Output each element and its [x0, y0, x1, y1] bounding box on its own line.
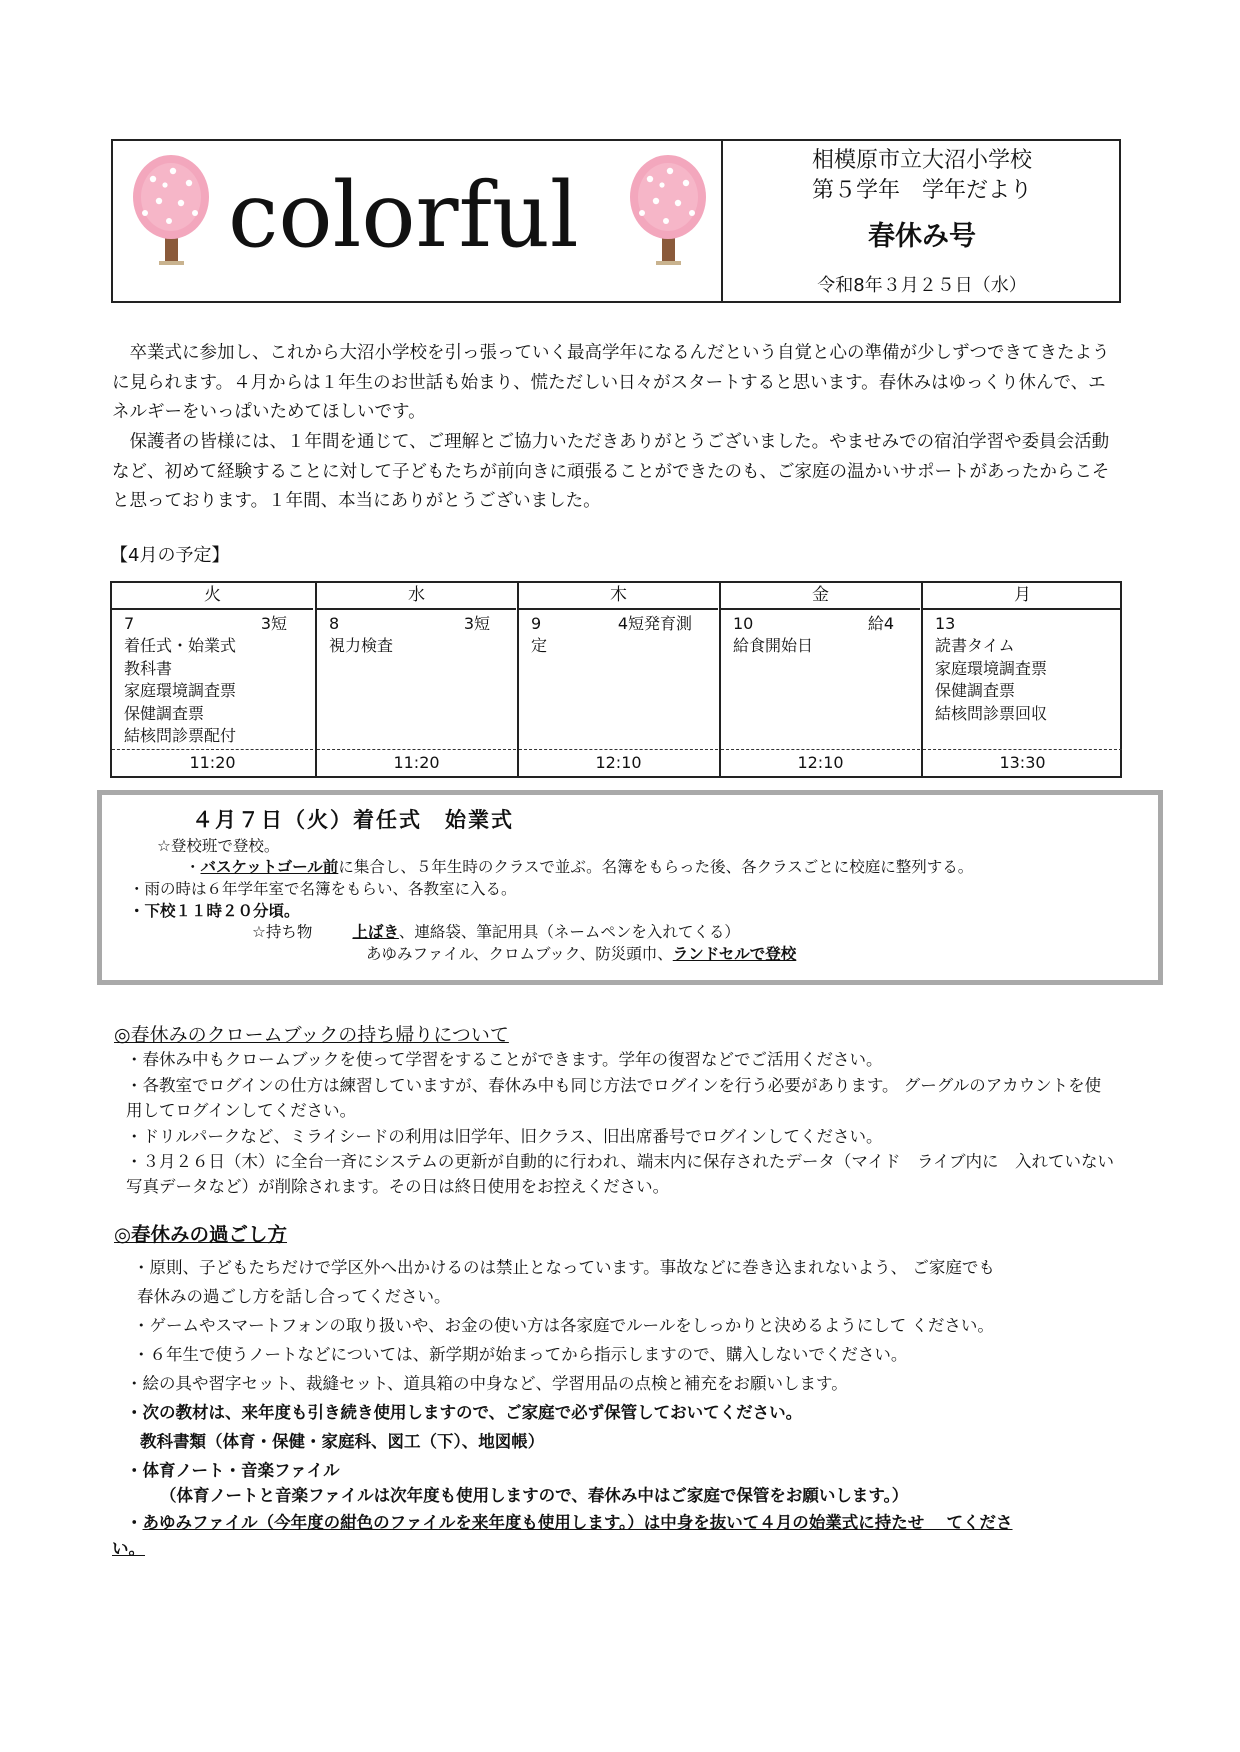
issue-date: 令和8年３月２５日（水）	[817, 275, 1027, 296]
cherry-tree-icon	[626, 153, 710, 271]
intro-paragraph-1: 卒業式に参加し、これから大沼小学校を引っ張っていく最高学年になるんだという自覚と心の準備が少しずつできてきたように見られます。４月からは１年生のお世話も始まり、慌ただしい日々がスタートすると思います。春休みはゆっくり休んで、エネルギーをいっぱいためてほしいです。	[112, 343, 1110, 422]
ceremony-line-commute: ☆登校班で登校。	[157, 837, 280, 855]
schedule-item: 家庭環境調査票	[124, 681, 237, 700]
belongings-list-2: あゆみファイル、クロムブック、防災頭巾、	[366, 945, 673, 963]
spring-item: ・体育ノート・音楽ファイル	[126, 1461, 340, 1480]
weekday-header: 水	[317, 583, 516, 610]
schedule-item: 保健調査票	[124, 703, 205, 723]
ceremony-notice-box	[97, 790, 1163, 985]
spring-item: ・原則、子どもたちだけで学区外へ出かけるのは禁止となっています。事故などに巻き込まれないよう、 ご家庭でも	[133, 1258, 995, 1277]
schedule-item: 着任式・始業式	[124, 636, 237, 655]
schedule-items	[721, 635, 920, 658]
spring-item-sub: （体育ノートと音楽ファイルは次年度も使用しますので、春休み中はご家庭で保管をお願いします。）	[160, 1486, 909, 1505]
schedule-item: 定	[531, 636, 548, 655]
spring-item: ・次の教材は、来年度も引き続き使用しますので、ご家庭で必ず保管しておいてください。	[126, 1403, 803, 1422]
date-number: 9	[531, 614, 542, 633]
randoseru-note: ランドセルで登校	[672, 945, 797, 963]
grade-newsletter-label: 第５学年 学年だより	[811, 178, 1032, 203]
chromebook-item: ・ドリルパークなど、ミライシードの利用は旧学年、旧クラス、旧出席番号でログインしてください。	[126, 1127, 883, 1146]
spring-item: ・絵の具や習字セット、裁縫セット、道具箱の中身など、学習用品の点検と補充をお願いします。	[126, 1374, 848, 1393]
indoor-shoes: 上ばき	[352, 923, 399, 941]
bullet: ・	[126, 1513, 143, 1532]
date-row	[923, 610, 1122, 635]
schedule-item: 結核問診票回収	[935, 703, 1048, 723]
spring-item: ・６年生で使うノートなどについては、新学期が始まってから指示しますので、購入しないでください。	[133, 1345, 908, 1364]
dismissal-time: 12:10	[721, 749, 920, 776]
schedule-column	[921, 583, 1122, 776]
weekday-header: 火	[112, 583, 313, 610]
chromebook-item: ・３月２６日（木）に全台一斉にシステムの更新が自動的に行われ、端末内に保存されたデータ（マイド ライブ内に 入れていない写真データなど）が削除されます。その日は終日使用をお控えください。	[126, 1152, 1115, 1196]
ceremony-line-belongings	[252, 922, 740, 943]
schedule-item: 家庭環境調査票	[935, 658, 1048, 678]
date-number: 7	[124, 614, 135, 633]
bullet: ・	[185, 858, 201, 876]
chromebook-item: ・各教室でログインの仕方は練習していますが、春休み中も同じ方法でログインを行う必要があります。 グーグルのアカウントを使用してログインしてください。	[126, 1076, 1102, 1120]
chromebook-heading: ◎春休みのクロームブックの持ち帰りについて	[114, 1024, 509, 1046]
spring-item	[126, 1508, 1013, 1537]
ayumi-file-note: あゆみファイル（今年度の紺色のファイルを来年度も使用します。）は中身を抜いて４月の始業式に持たせ てくださ	[142, 1513, 1013, 1532]
spring-break-heading: ◎春休みの過ごし方	[114, 1223, 288, 1246]
spring-item-cont: い。	[112, 1539, 145, 1558]
assembly-place: バスケットゴール前	[200, 858, 339, 876]
weekday-header: 金	[721, 583, 920, 610]
schedule-column	[719, 583, 920, 776]
assembly-detail: に集合し、５年生時のクラスで並ぶ。名簿をもらった後、各クラスごとに校庭に整列する。	[338, 858, 974, 876]
date-number: 8	[329, 614, 340, 633]
schedule-item: 給食開始日	[733, 636, 814, 655]
date-row	[721, 610, 920, 635]
weekday-header: 月	[923, 583, 1122, 610]
date-number: 13	[935, 614, 956, 633]
schedule-note: 4短発育測	[617, 614, 692, 633]
schedule-column	[315, 583, 516, 776]
newsletter-title: colorful	[228, 163, 579, 268]
issue-title: 春休み号	[868, 221, 976, 252]
ceremony-line-dismissal: ・下校１１時２０分頃。	[129, 902, 300, 920]
schedule-items	[317, 635, 516, 658]
date-row	[317, 610, 516, 635]
schedule-column	[517, 583, 718, 776]
schedule-note: 3短	[260, 614, 287, 633]
schedule-item: 保健調査票	[935, 681, 1016, 700]
ceremony-line-belongings-2	[366, 944, 796, 965]
schedule-note: 3短	[463, 614, 490, 633]
schedule-items	[112, 635, 313, 748]
ceremony-line-assembly	[185, 857, 973, 878]
april-schedule-table	[110, 581, 1122, 778]
date-number: 10	[733, 614, 754, 633]
schedule-note: 給4	[867, 614, 894, 633]
schedule-items	[519, 635, 718, 658]
schedule-item: 教科書	[124, 658, 173, 678]
schedule-item: 読書タイム	[935, 636, 1015, 655]
spring-item-cont: 春休みの過ごし方を話し合ってください。	[137, 1287, 451, 1306]
school-name: 相模原市立大沼小学校	[811, 148, 1032, 173]
schedule-items	[923, 635, 1122, 725]
ceremony-line-rain: ・雨の時は６年学年室で名簿をもらい、各教室に入る。	[129, 880, 517, 898]
newsletter-header	[111, 139, 1121, 303]
schedule-item: 視力検査	[329, 636, 394, 655]
spring-item-sub: 教科書類（体育・保健・家庭科、図工（下）、地図帳）	[140, 1432, 545, 1451]
weekday-header: 木	[519, 583, 718, 610]
belongings-list: 、連絡袋、筆記用具（ネームペンを入れてくる）	[398, 923, 740, 941]
dismissal-time: 11:20	[317, 749, 516, 776]
schedule-heading: 【4月の予定】	[110, 545, 230, 566]
belongings-label: ☆持ち物	[252, 923, 313, 941]
dismissal-time: 11:20	[112, 749, 313, 776]
dismissal-time: 12:10	[519, 749, 718, 776]
ceremony-title: ４月７日（火）着任式 始業式	[192, 808, 514, 832]
schedule-item: 結核問診票配付	[124, 726, 237, 745]
schedule-column	[112, 583, 313, 776]
chromebook-item: ・春休み中もクロームブックを使って学習をすることができます。学年の復習などでご活用ください。	[126, 1050, 883, 1069]
date-row	[112, 610, 313, 635]
dismissal-time: 13:30	[923, 749, 1122, 776]
spring-item: ・ゲームやスマートフォンの取り扱いや、お金の使い方は各家庭でルールをしっかりと決めるようにして ください。	[133, 1316, 994, 1335]
date-row	[519, 610, 718, 635]
cherry-tree-icon	[129, 153, 213, 271]
intro-paragraph-2: 保護者の皆様には、１年間を通じて、ご理解とご協力いただきありがとうございました。やませみでの宿泊学習や委員会活動など、初めて経験することに対して子どもたちが前向きに頑張ることができたのも、ご家庭の温かいサポートがあったからこそと思っております。１年間、本当にありがとうございました。	[112, 432, 1110, 511]
